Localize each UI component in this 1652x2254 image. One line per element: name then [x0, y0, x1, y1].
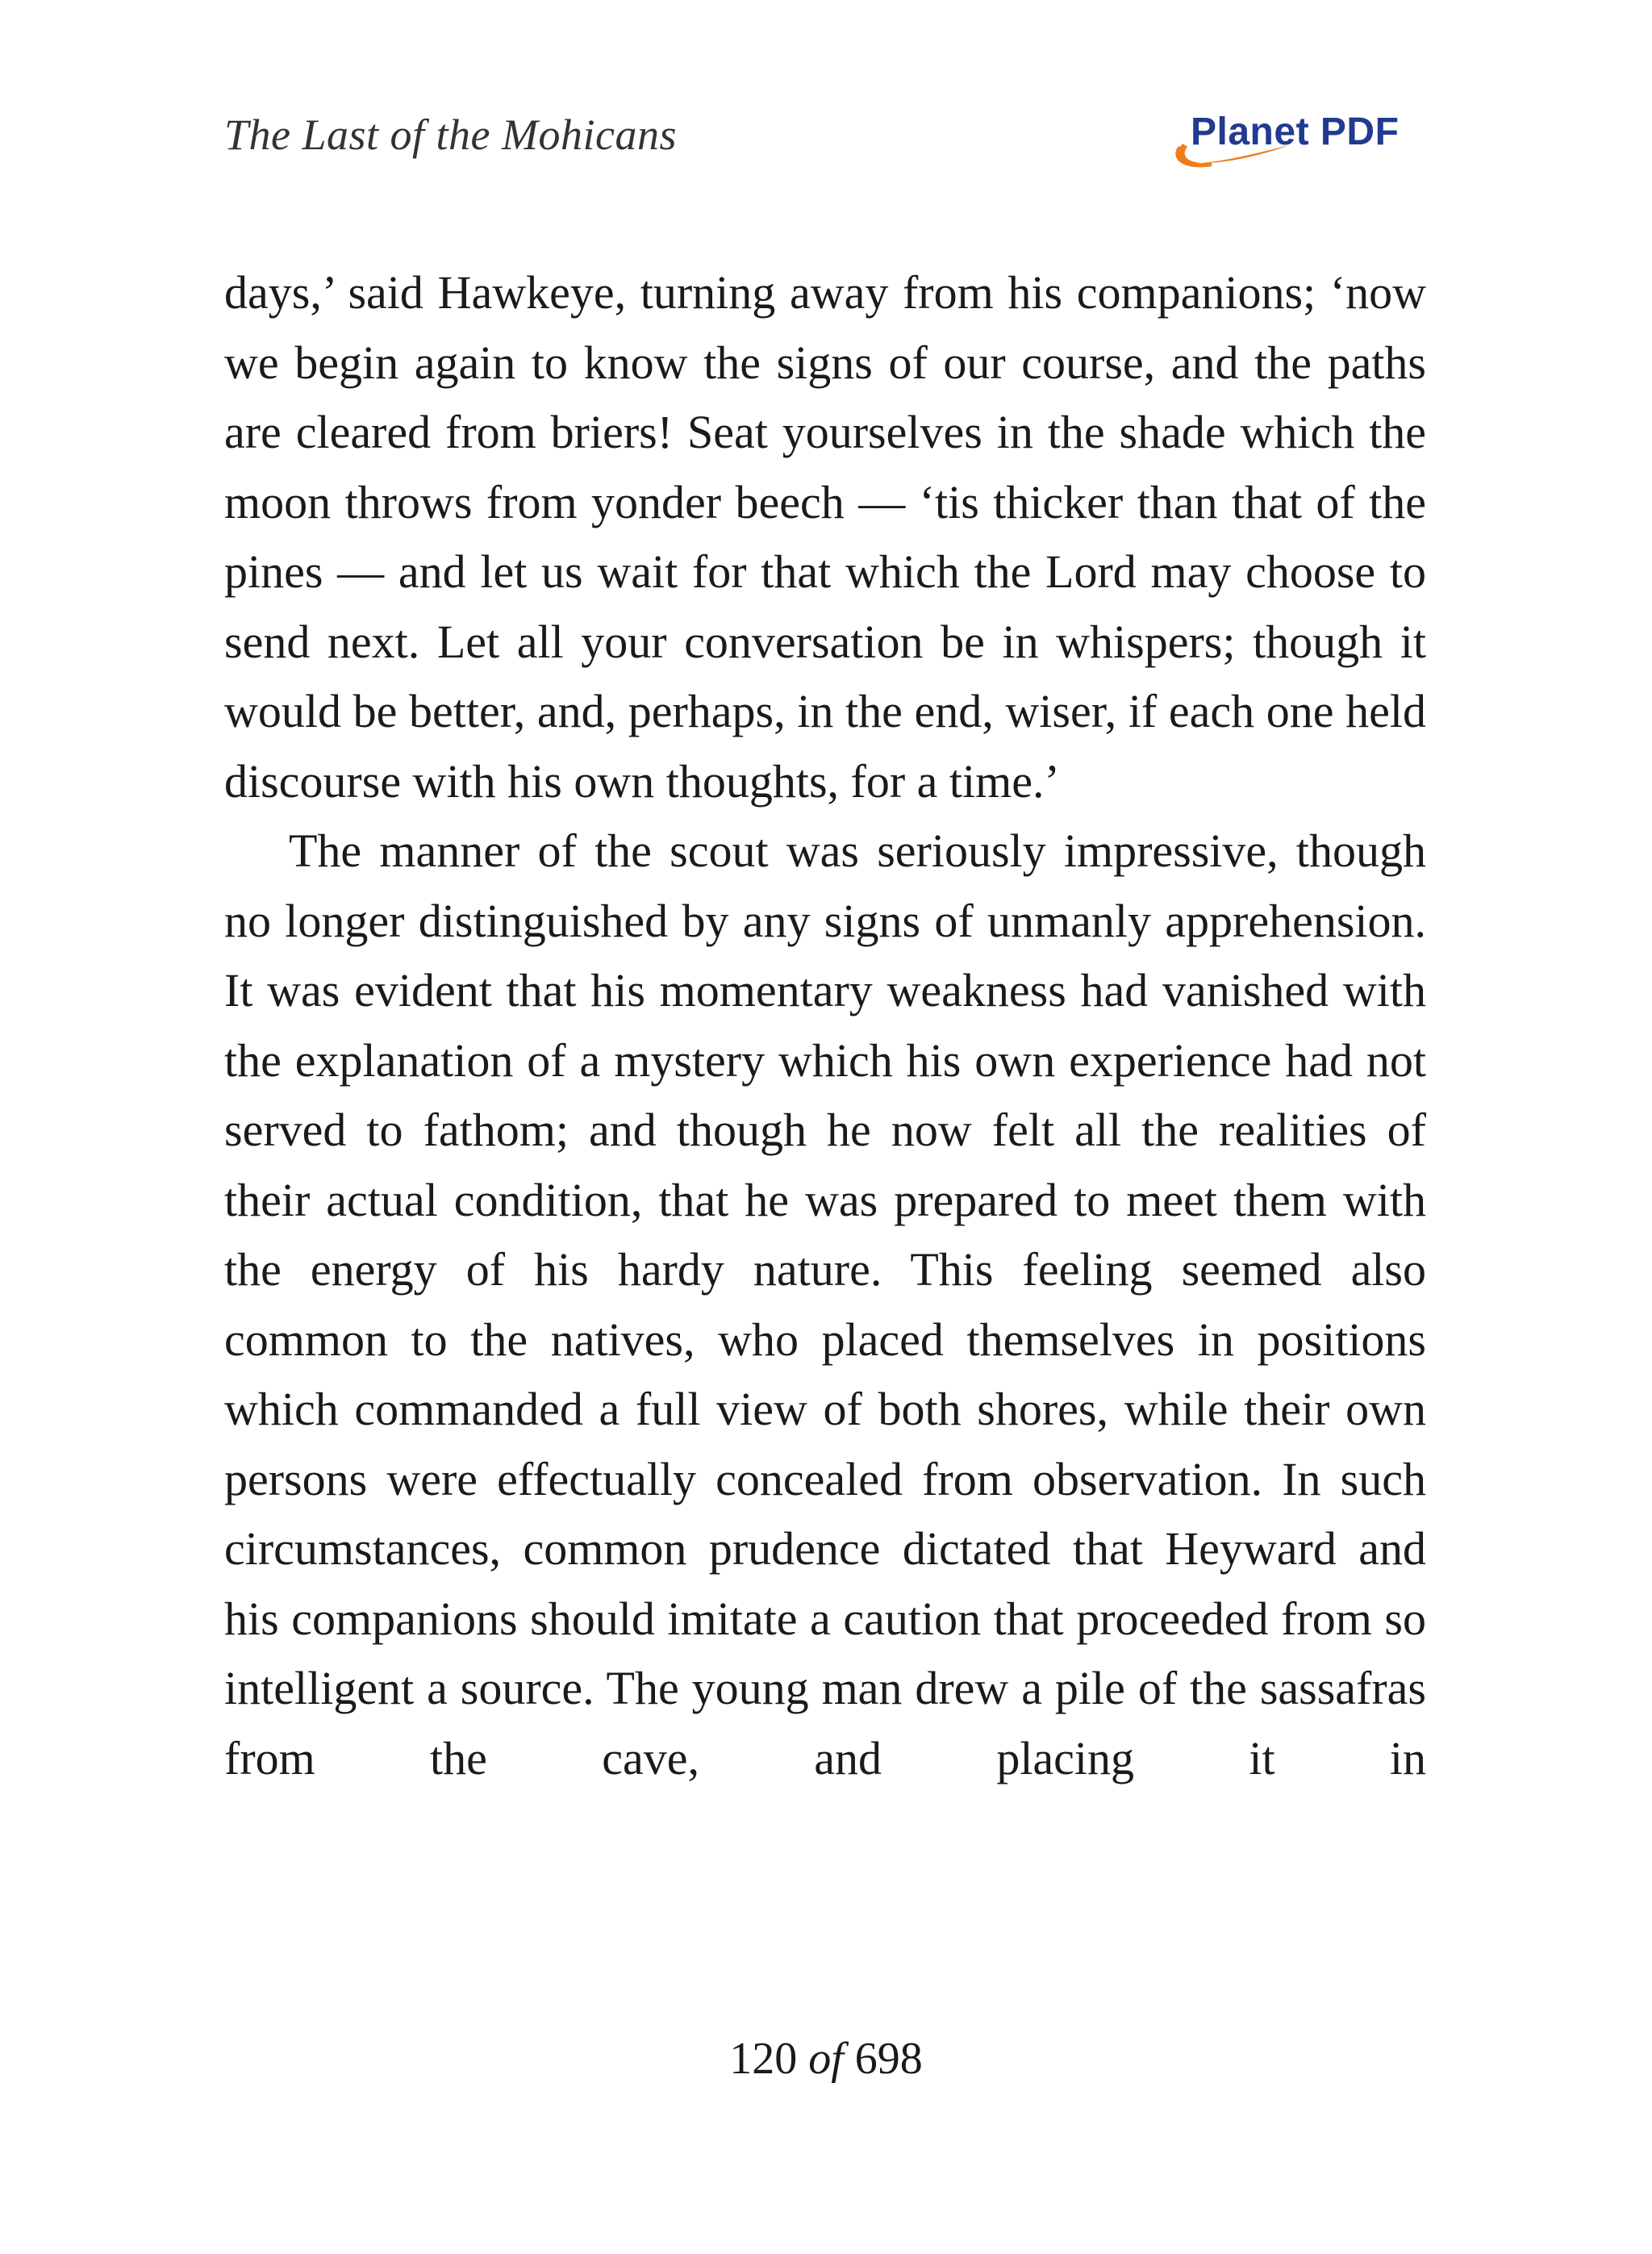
- paragraph-2: The manner of the scout was seriously impressive, though no longer distinguished by any signs of unmanly apprehension. It was evident that his momentary weakness had vanished with the explanation of a mystery which his own experience had not served to fathom; and though he now felt all the realities of their actual condition, that he was prepared to meet them with the energy of his hardy nature. This feeling seemed also common to the natives, who placed themselves in positions which commanded a full view of both shores, while their own persons were effectually concealed from observation. In such circumstances, common prudence dictated that Heyward and his companions should imitate a caution that proceeded from so intelligent a source. The young man drew a pile of the sassafras from the cave, and placing it in: [224, 824, 1426, 1784]
- brand-name: Planet PDF: [1191, 111, 1400, 153]
- page-number: [0, 2027, 1652, 2091]
- body-text: [224, 258, 1426, 1793]
- page-current: 120: [729, 2034, 798, 2084]
- page-of-word: of: [808, 2034, 844, 2084]
- running-header: [224, 106, 1426, 163]
- page-total: 698: [854, 2034, 923, 2084]
- book-title: The Last of the Mohicans: [224, 111, 677, 159]
- paragraph-1: days,’ said Hawkeye, turning away from his companions; ‘now we begin again to know the signs of our course, and the paths are cleared from briers! Seat yourselves in the shade which the moon throws from yonder beech — ‘tis thicker than that of the pines — and let us wait for that which the Lord may choose to send next. Let all your conversation be in whispers; though it would be better, and, perhaps, in the end, wiser, if each one held discourse with his own thoughts, for a time.’: [224, 266, 1426, 808]
- planet-pdf-logo: [1168, 106, 1426, 171]
